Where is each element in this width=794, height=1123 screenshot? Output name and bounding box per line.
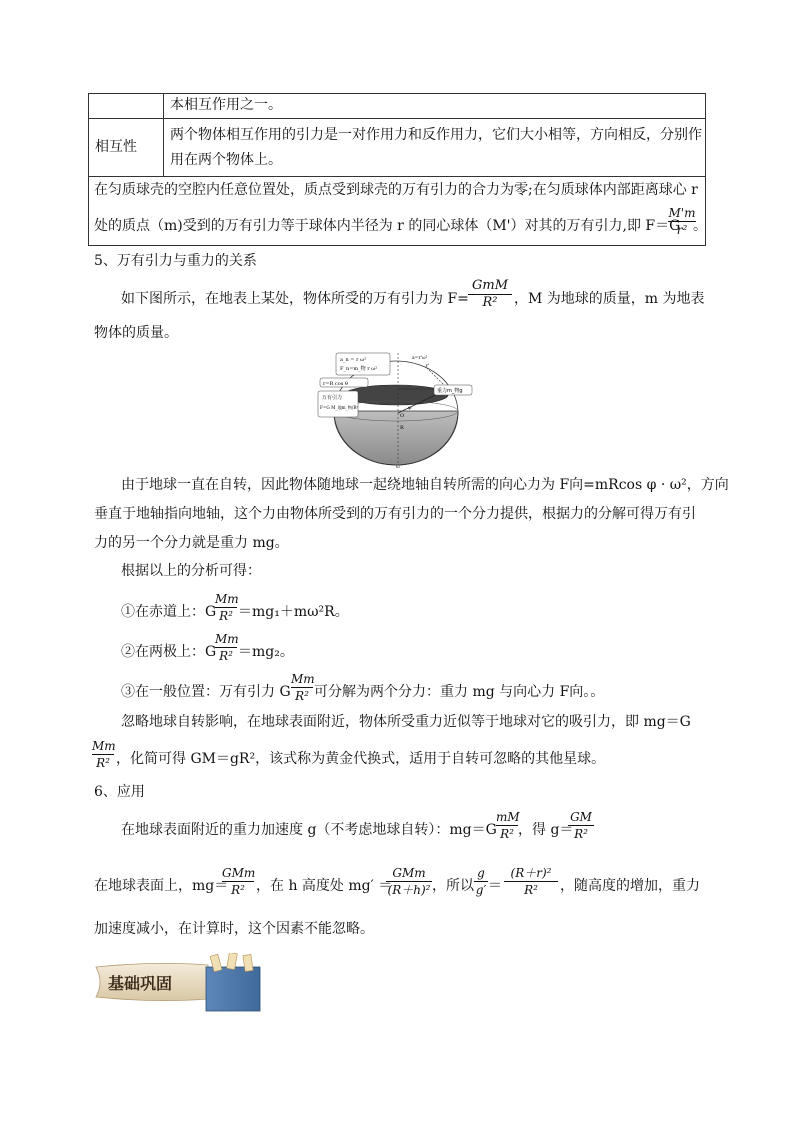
item3-pre: ③在一般位置：万有引力 G	[121, 684, 291, 700]
table-row3-line1: 在匀质球壳的空腔内任意位置处，质点受到球壳的万有引力的合力为零;在匀质球体内部距离球心 r	[94, 182, 698, 198]
section6-p2-a: 在地球表面上，mg＝	[94, 878, 229, 894]
fraction-R-plus-r-squared-over-R2: (R＋r)² R²	[504, 866, 558, 897]
item2-pre: ②在两极上：G	[121, 644, 217, 660]
section5-p1: 如下图所示，在地表上某处，物体所受的万有引力为 F=	[121, 291, 469, 307]
section-banner-basic-consolidation	[94, 953, 270, 1013]
section5-p4-line1: 忽略地球自转影响，在地球表面附近，物体所受重力近似等于地球对它的吸引力，即 mg＝G	[121, 714, 691, 730]
section5-heading: 5、万有引力与重力的关系	[94, 253, 257, 269]
section6-heading: 6、应用	[94, 784, 145, 800]
section6-p2-c: ，所以	[432, 878, 474, 894]
fraction-Mm-over-R2: Mm R²	[215, 592, 239, 623]
top-label-acceleration: a=r'ω²	[412, 356, 428, 361]
section5-p2-line3: 力的另一个分力就是重力 mg。	[94, 535, 289, 551]
section5-p1-cont: ，M 为地球的质量，m 为地表	[514, 291, 705, 307]
section6-p2-e: ，随高度的增加，重力	[560, 878, 700, 894]
section6-p2-line2: 加速度减小，在计算时，这个因素不能忽略。	[94, 921, 374, 937]
section6-p2-b: ，在 h 高度处 mg′ ＝	[256, 878, 393, 894]
item1-pre: ①在赤道上：G	[121, 604, 217, 620]
fraction-GM-over-R2: GM R²	[568, 810, 594, 841]
table-row2-line2: 用在两个物体上。	[170, 152, 282, 168]
fraction-Mm-over-R2: Mm R²	[291, 672, 315, 703]
latitude-disk	[344, 385, 448, 405]
fraction-GmM-over-R2: GmM R²	[468, 279, 512, 310]
fraction-GMm-over-R2: GMm R²	[222, 866, 256, 897]
table-row2-label: 相互性	[95, 139, 137, 155]
section5-p1-line2: 物体的质量。	[94, 325, 178, 341]
label-box-weight-text: 重力m_物g	[437, 388, 463, 394]
section5-p3: 根据以上的分析可得：	[121, 563, 261, 579]
banner-title: 基础巩固	[108, 974, 173, 993]
item2-post: ＝mg₂。	[238, 644, 294, 660]
label-box-gravitation-line1: 万有引力	[322, 395, 343, 401]
table-column-divider	[163, 94, 164, 176]
label-box-gravitation-line2: F=G M_地m_物/R²	[320, 405, 359, 410]
bucket-icon	[206, 967, 260, 1011]
item1-post: ＝mg₁＋mω²R。	[238, 604, 349, 620]
fraction-g-over-gprime: g g′	[475, 866, 487, 897]
radius-label: R	[400, 425, 404, 431]
item3-post: 可分解为两个分力：重力 mg 与向心力 F向。。	[314, 684, 605, 700]
top-label-r-prime: r'	[426, 364, 430, 369]
fraction-GMm-over-R-plus-h-squared: GMm (R＋h)²	[387, 866, 431, 897]
axis-label: ω	[396, 465, 400, 469]
earth-gravity-diagram	[316, 351, 480, 469]
table-row2-line1: 两个物体相互作用的引力是一对作用力和反作用力，它们大小相等，方向相反，分别作	[170, 127, 702, 143]
table-row1-text: 本相互作用之一。	[170, 97, 282, 113]
table-row3-line2: 处的质点（m)受到的万有引力等于球体内半径为 r 的同心球体（M'）对其的万有引力,即 F＝G	[94, 218, 681, 234]
section5-p2-line2: 垂直于地轴指向地轴，这个力由物体所受到的万有引力的一个分力提供，根据力的分解可得万有引	[94, 506, 696, 522]
table-divider	[89, 176, 705, 177]
center-label: O	[400, 413, 405, 419]
label-box-centripetal-line1: a_n = r ω²	[340, 357, 367, 363]
fraction-Mm-over-R2: Mm R²	[215, 632, 239, 663]
fraction-Mm-over-R2: Mm R²	[92, 739, 116, 770]
label-box-centripetal-line2: F_n=m_物 r ω²	[340, 366, 378, 372]
earth-lower-hemisphere	[334, 411, 458, 465]
section6-p1-pre: 在地球表面附近的重力加速度 g（不考虑地球自转）：mg＝G	[121, 822, 497, 838]
section5-p4-line2: ，化简可得 GM＝gR²，该式称为黄金代换式，适用于自转可忽略的其他星球。	[116, 751, 606, 767]
section5-p2-line1: 由于地球一直在自转，因此物体随地球一起绕地轴自转所需的向心力为 F向=mRcos φ · ω²，方向	[121, 477, 729, 493]
section6-p1-mid: ，得 g＝	[518, 822, 574, 838]
table-row3-end: 。	[693, 218, 707, 234]
table-divider	[89, 118, 705, 119]
fraction-Mprime-m-over-r2: M'm r²	[668, 206, 696, 237]
fraction-mM-over-R2: mM R²	[496, 810, 520, 841]
angle-label: φ	[408, 405, 412, 411]
label-box-radius-text: r=R cos θ	[323, 381, 348, 387]
section6-p2-d: ＝	[488, 878, 502, 894]
